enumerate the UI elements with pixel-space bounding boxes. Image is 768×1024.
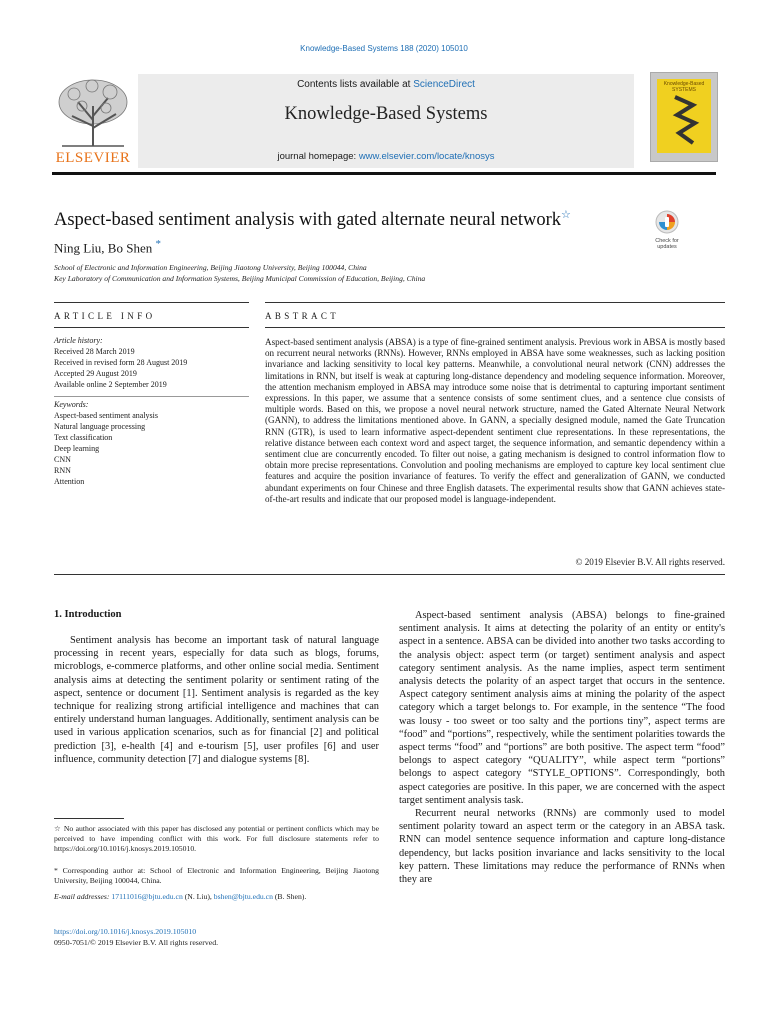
keyword-item: Aspect-based sentiment analysis xyxy=(54,411,158,420)
keyword-item: Text classification xyxy=(54,433,113,442)
check-for-updates-icon xyxy=(655,210,679,234)
intro-paragraph-3: Recurrent neural networks (RNNs) are commonly used to model sentiment polarity toward an aspect term or the category in an ABSA task. RNN can model sentence sequence information and capture long-distance dependency, but lacks position invariance and lacks sensitivity to the local key pattern. These limitations may reduce the performance of RNNs when they are xyxy=(399,808,725,886)
footnote-corresponding: * Corresponding author at: School of Electronic and Information Engineering, Beijing Jiaotong University, Beijing 100044, China. xyxy=(54,866,379,885)
email-link-2[interactable]: bshen@bjtu.edu.cn xyxy=(213,892,273,901)
history-item: Accepted 29 August 2019 xyxy=(54,369,137,378)
abstract-subrule xyxy=(265,327,725,328)
keyword-item: RNN xyxy=(54,466,71,475)
keywords-label: Keywords: xyxy=(54,400,89,409)
history-item: Received in revised form 28 August 2019 xyxy=(54,358,188,367)
cover-title: Knowledge-Based SYSTEMS xyxy=(663,81,705,93)
article-info-subrule xyxy=(54,327,249,328)
homepage-link[interactable]: www.elsevier.com/locate/knosys xyxy=(358,151,495,162)
contents-prefix: Contents lists available at xyxy=(297,79,414,90)
history-item: Available online 2 September 2019 xyxy=(54,380,167,389)
article-title-text: Aspect-based sentiment analysis with gated alternate neural network xyxy=(54,210,562,231)
email-owner-2: (B. Shen). xyxy=(274,892,307,901)
article-title xyxy=(54,208,634,231)
history-item: Received 28 March 2019 xyxy=(54,347,135,356)
intro-paragraph-1: Sentiment analysis has become an important task of natural language processing in recent years, especially for data such as blogs, forums, microblogs, e-commerce platforms, and other online social media. Sentiment analysis aims at detecting the sentiment polarity or sentiment rating of the aspect, sentence or document [1]. Sentiment analysis is regarded as the key technique for realizing strong artificial intelligence and machines that can entirely understand human languages. Additionally, sentiment analysis can be used in various application scenarios, such as for financial [2] and political prediction [3], e-health [4] and e-tourism [5], user profiles [6] and user influence, community detection [7] and dialogue systems [8]. xyxy=(54,635,379,765)
journal-reference-link[interactable]: Knowledge-Based Systems 188 (2020) 105010 xyxy=(300,44,468,53)
article-info-rule xyxy=(54,302,249,303)
authors-text: Ning Liu, Bo Shen xyxy=(54,240,153,256)
sciencedirect-link[interactable]: ScienceDirect xyxy=(413,79,475,90)
author-footnote-mark[interactable]: * xyxy=(155,238,161,250)
article-info-heading: ARTICLE INFO xyxy=(54,311,156,321)
homepage-prefix: journal homepage: xyxy=(277,151,359,162)
check-for-updates-badge[interactable] xyxy=(647,210,687,250)
keyword-item: Attention xyxy=(54,477,85,486)
history-label: Article history: xyxy=(54,336,103,345)
keyword-item: Deep learning xyxy=(54,444,100,453)
section-heading-introduction: 1. Introduction xyxy=(54,609,122,620)
page-bottom-info xyxy=(54,926,218,948)
abstract-text: Aspect-based sentiment analysis (ABSA) is a type of fine-grained sentiment analysis. Previous work in ABSA is mostly based on recurrent neural networks (RNNs). However, RNNs employed in ABSA have some weaknesses, such as lacking position invariance and lacking sensitivity to local key patterns. Meanwhile, a convolutional neural network (CNN) addresses the limitations in RNN, but itself is weak at capturing long-distance dependency and modeling sequence information. Moreover, the attention mechanism employed in ABSA may introduce some noise that is detrimental to capturing important sentiment expressions. In this paper, we assume that a sentence consists of some sentiment clues, and a sentence clue consists of multiple words. Based on this, we propose a novel neural network structure, named the Gated Alternate Neural Network (GANN), to address the limitations mentioned above. In GANN, a specially designed module, named the Gate Truncation RNN (GTR), is used to learn informative aspect-dependent sentiment clue representations. In these representations, the relative distance between each context word and aspect target, the sequence information, and semantic dependency within a sentiment clue are concurrently encoded. To filter out noise, a gating mechanism is designed to control information flow to obtain more precise representations. Convolution and pooling mechanisms are employed to capture key local sentiment clue features and acquire the position invariance of features. To verify the effect and generalization of GANN, we conducted abundant experiments on four Chinese and three English datasets. The experimental results show that GANN achieves state-of-the-art results and indicate that our proposed model is language-independent. xyxy=(265,337,725,504)
doi-link[interactable]: https://doi.org/10.1016/j.knosys.2019.105010 xyxy=(54,927,197,936)
contents-line xyxy=(138,79,634,90)
journal-cover-thumbnail[interactable] xyxy=(650,72,718,162)
issn-line: 0950-7051/© 2019 Elsevier B.V. All rights reserved. xyxy=(54,938,219,947)
email-owner-1: (N. Liu), xyxy=(184,892,212,901)
homepage-line xyxy=(138,151,634,162)
footnote-emails xyxy=(54,892,379,902)
email-link-1[interactable]: 17111016@bjtu.edu.cn xyxy=(111,892,183,901)
keyword-item: CNN xyxy=(54,455,71,464)
abstract-bottom-rule xyxy=(54,574,725,575)
affiliation-2: Key Laboratory of Communication and Information Systems, Beijing Municipal Commission of Education, Beijing, China xyxy=(54,274,426,283)
cover-artwork xyxy=(657,79,711,153)
intro-paragraph-2: Aspect-based sentiment analysis (ABSA) belongs to fine-grained sentiment analysis. It aims at detecting the polarity of an entity or entity's aspect in a sentence. ABSA can be divided into another two tasks according to the analysis object: aspect term (or target) sentiment analysis and aspect category sentiment analysis. As the name implies, aspect term sentiment analysis detects the polarity of an aspect target that occurs in the sentence. Aspect category sentiment analysis aims at mining the polarity of the aspect category which a target belongs to. For example, in the sentence “The food was lousy - too sweet or too salty and the portions tiny”, aspect terms are “food” and “portions”, respectively, while the sentiment polarities towards the aspect terms “food” and “portions” are both positive. The aspect term “food” belongs to aspect category “QUALITY”, while aspect term “portions” belongs to aspect category “STYLE_OPTIONS”. Correspondingly, both aspect categories are positive. In this paper, we are concerned with the aspect target sentiment analysis task. xyxy=(399,610,725,806)
footnote-rule xyxy=(54,818,124,819)
check-for-updates-label: Check for updates xyxy=(655,238,679,250)
abstract-copyright: © 2019 Elsevier B.V. All rights reserved. xyxy=(575,557,725,567)
footnote-disclosure: ☆ No author associated with this paper has disclosed any potential or pertinent conflicts which may be perceived to have impending conflict with this work. For full disclosure statements refer to https://doi.org/10.1016/j.knosys.2019.105010. xyxy=(54,824,379,853)
keyword-item: Natural language processing xyxy=(54,422,146,431)
abstract-rule xyxy=(265,302,725,303)
intro-right-column xyxy=(399,609,725,886)
title-footnote-mark[interactable]: ☆ xyxy=(561,209,571,221)
affiliation-1: School of Electronic and Information Engineering, Beijing Jiaotong University, Beijing 100044, China xyxy=(54,263,367,272)
keywords-rule xyxy=(54,396,249,397)
journal-name: Knowledge-Based Systems xyxy=(284,104,488,124)
publisher-wordmark: ELSEVIER xyxy=(55,150,131,166)
author-list xyxy=(54,238,161,256)
header-rule xyxy=(52,172,716,175)
email-label: E-mail addresses: xyxy=(54,892,110,901)
abstract-heading: ABSTRACT xyxy=(265,311,340,321)
